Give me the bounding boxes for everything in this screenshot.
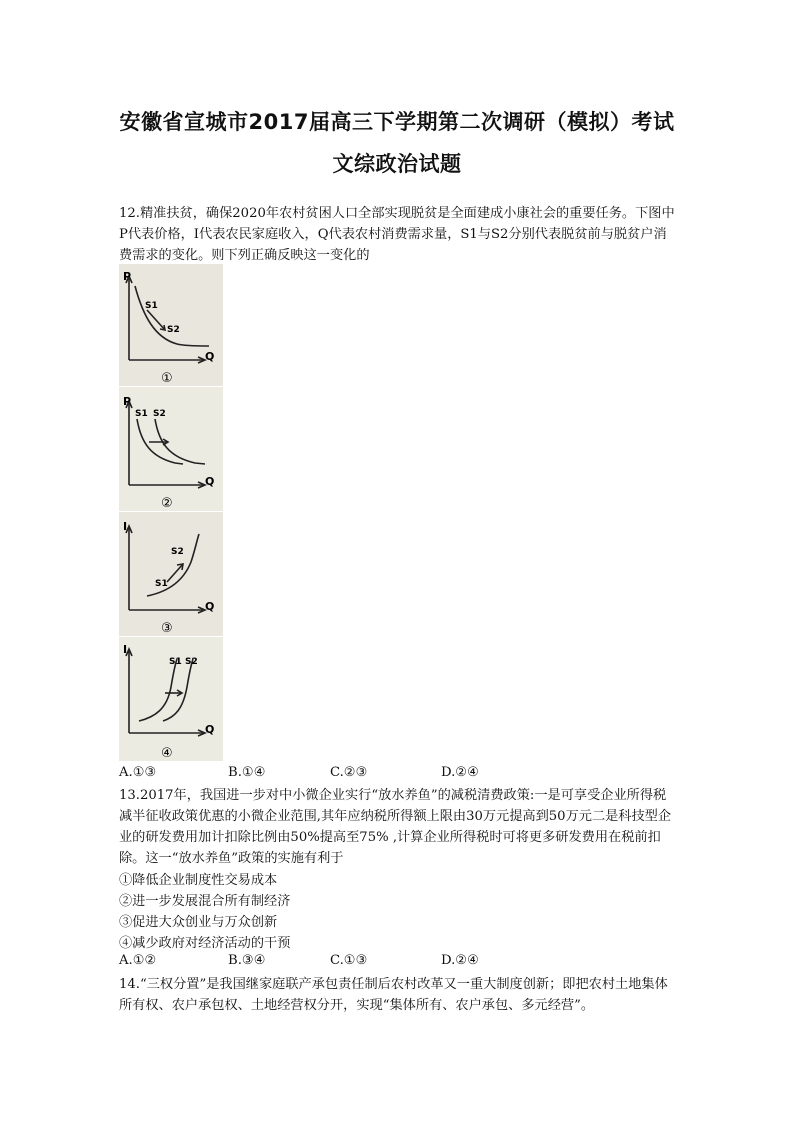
graph-3-s2-label: S2	[171, 547, 184, 557]
option-a[interactable]: A.①②	[119, 953, 157, 968]
graph-4-s2-label: S2	[185, 657, 198, 667]
graph-2-s2-label: S2	[153, 409, 166, 419]
graph-3	[119, 512, 223, 636]
option-c[interactable]: C.②③	[330, 765, 368, 780]
option-d[interactable]: D.②④	[441, 765, 479, 780]
question-12-stem: 12.精准扶贫，确保2020年农村贫困人口全部实现脱贫是全面建成小康社会的重要任务。下图中P代表价格，I代表农民家庭收入，Q代表农村消费需求量，S1与S2分别代表脱贫前与脱贫户消费需求的变化。则下列正确反映这一变化的	[119, 206, 675, 263]
graph-1-number: ①	[161, 371, 173, 386]
graph-4-xlabel: Q	[205, 723, 215, 736]
question-13-item-4: ④减少政府对经济活动的干预	[119, 936, 291, 951]
question-13-item-3: ③促进大众创业与万众创新	[119, 915, 278, 930]
graph-3-s1-label: S1	[155, 579, 168, 589]
graph-2-xlabel: Q	[205, 475, 215, 488]
question-13-item-1: ①降低企业制度性交易成本	[119, 873, 278, 888]
graph-1	[119, 264, 223, 386]
graph-4-ylabel: I	[123, 643, 128, 656]
page-title: 安徽省宣城市2017届高三下学期第二次调研（模拟）考试	[119, 110, 675, 134]
graph-2-s1-label: S1	[135, 409, 148, 419]
graph-4-number: ④	[161, 746, 173, 761]
graph-1-s1-label: S1	[145, 301, 158, 311]
graph-1-xlabel: Q	[205, 350, 215, 363]
question-12-options	[119, 765, 679, 785]
graph-4-s1-label: S1	[169, 657, 182, 667]
question-13-stem: 13.2017年，我国进一步对中小微企业实行“放水养鱼”的减税清费政策:一是可享受企业所得税减半征收政策优惠的小微企业范围,其年应纳税所得额上限由30万元提高到50万元二是科技型企业的研发费用加计扣除比例由50%提高至75% ,计算企业所得税时可将更多研发费用在税前扣除。这一“放水养鱼”政策的实施有利于	[119, 788, 672, 866]
graph-3-xlabel: Q	[205, 600, 215, 613]
graph-3-ylabel: I	[123, 520, 128, 533]
graph-2	[119, 387, 223, 511]
option-b[interactable]: B.③④	[228, 953, 266, 968]
graph-4	[119, 637, 223, 761]
question-13-item-2: ②进一步发展混合所有制经济	[119, 894, 291, 909]
graph-1-ylabel: P	[123, 270, 132, 283]
option-c[interactable]: C.①③	[330, 953, 368, 968]
graph-2-ylabel: P	[123, 395, 132, 408]
question-14-stem: 14.“三权分置”是我国继家庭联产承包责任制后农村改革又一重大制度创新；即把农村土地集体所有权、农户承包权、土地经营权分开，实现“集体所有、农户承包、多元经营”。	[119, 977, 668, 1013]
option-d[interactable]: D.②④	[441, 953, 479, 968]
graph-2-number: ②	[161, 496, 173, 511]
page-subtitle: 文综政治试题	[332, 152, 462, 176]
question-13-options	[119, 953, 679, 973]
graph-1-s2-label: S2	[167, 325, 180, 335]
option-a[interactable]: A.①③	[119, 765, 157, 780]
graph-3-number: ③	[161, 621, 173, 636]
option-b[interactable]: B.①④	[228, 765, 266, 780]
